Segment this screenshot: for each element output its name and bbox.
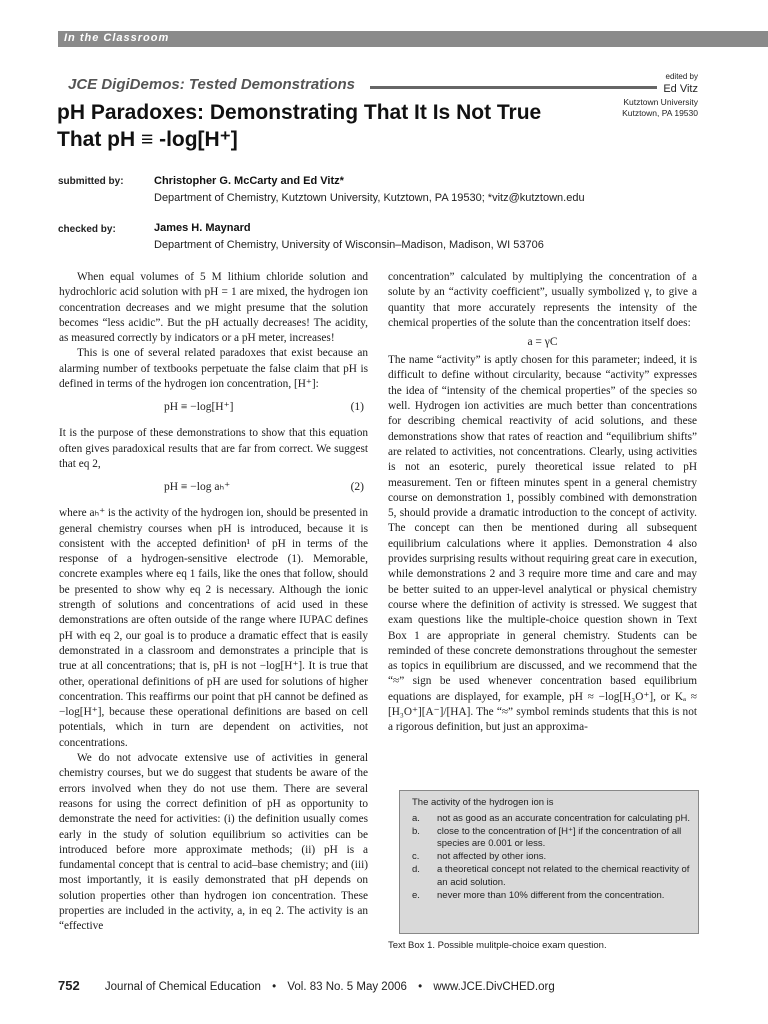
editor-affiliation-line1: Kutztown University (623, 97, 698, 107)
option-letter: c. (412, 851, 420, 863)
option-text: not affected by other ions. (437, 851, 547, 863)
option-letter: e. (412, 889, 420, 901)
editor-credit (663, 72, 698, 96)
answer-options (412, 813, 690, 903)
option-text: not as good as an accurate concentration for calculating pH. (437, 812, 690, 824)
submitted-dept: Department of Chemistry, Kutztown University, Kutztown, PA 19530; *vitz@kutztown.edu (154, 192, 585, 204)
exam-question: The activity of the hydrogen ion is (412, 797, 554, 808)
checked-dept: Department of Chemistry, University of Wisconsin–Madison, Madison, WI 53706 (154, 239, 544, 251)
section-label: In the Classroom (64, 32, 170, 44)
body-paragraph: It is the purpose of these demonstrations to show that this equation often gives paradoxical results that are far from correct. We suggest that eq 2, (59, 427, 368, 470)
right-column (388, 270, 697, 736)
left-column (59, 270, 368, 935)
answer-option (412, 864, 690, 890)
equation-1-expression: pH ≡ −log[H⁺] (164, 401, 234, 414)
checked-names: James H. Maynard (154, 222, 251, 234)
issue-info: Vol. 83 No. 5 May 2006 (287, 981, 407, 993)
checked-label: checked by: (58, 224, 116, 235)
page-footer (58, 978, 758, 993)
option-text: never more than 10% different from the concentration. (437, 889, 665, 901)
edited-by-label: edited by (665, 72, 698, 81)
series-title: JCE DigiDemos: Tested Demonstrations (68, 76, 355, 93)
body-paragraph: The name “activity” is aptly chosen for this parameter; indeed, it is difficult to define without circularity, because “activity” expresses the idea of “intensity of the chemical properties” of the species so well. Hydrogen ion activities are much better than concentrations for describing chemical reactivity of acid solutions, and these demonstrations show that rates of reaction and “equilibrium shifts” are related to activities, not concentrations. Clearly, using activities is not an esoteric, purely theoretical issue related to pH measurement. Ten or fifteen minutes spent in a general chemistry course on demonstration 1, possibly combined with demonstration 5, should provide a dramatic introduction to the concept of activity. The concept can then be mentioned during all subsequent equilibrium calculations where it applies. Demonstration 4 also provides surprising results without requiring great care in execution, while demonstrations 2 and 3 require more time and care and may be better suited to an upper-level analytical or physical chemistry course where the definition of activity is stressed. We suggest that exam questions like the multiple-choice question shown in Text Box 1 are appropriate in general chemistry. Students can be reminded of these concrete demonstrations throughout the semester as topics in equilibrium are discussed, and we recommend that the “≈” sign be used whenever concentration based equilibrium equations are displayed, for example, pH ≈ −log[H₃O⁺], or Kₐ ≈ [H₃O⁺][A⁻]/[HA]. The “≈” symbol reminds students that this is not a rigorous definition, but just an approxima- (388, 354, 698, 734)
body-paragraph: where aₕ⁺ is the activity of the hydrogen ion, should be presented in general chemistry courses when pH is introduced, because it is consistent with the accepted definition¹ of pH in terms of the response of a hydrogen-sensitive electrode (1). Memorable, concrete examples where eq 1 fails, like the ones that follow, should be presented to show why eq 2 is necessary. Although the ionic strength of solutions and concentrations of acid used in these demonstrations are often outside of the range where IUPAC defines pH with eq 2, our goal is to produce a dramatic effect that is easily demonstrated in a classroom and demonstrates a principle that is true at all concentrations; that is, pH is not −log[H⁺]. It is true that other, operational definitions of pH are used for solutions of higher concentration. This reaffirms our point that pH cannot be defined as −log[H⁺], because these operational definitions are based on cell potentials, which in turn are dependent on activities, not concentrations. (59, 507, 368, 749)
article-title-line2: That pH ≡ -log[H⁺] (57, 128, 238, 151)
editor-affiliation (622, 97, 698, 119)
journal-name: Journal of Chemical Education (104, 981, 261, 993)
equation-2 (59, 474, 368, 504)
body-paragraph: concentration” calculated by multiplying the concentration of a solute by an “activity coefficient”, usually symbolized γ, to give a quantity that more accurately represents the intensity of the chemical properties of the solute than the concentration itself does: (388, 271, 697, 329)
editor-affiliation-line2: Kutztown, PA 19530 (622, 108, 698, 118)
answer-option (412, 890, 690, 903)
series-rule (370, 86, 657, 89)
option-text: a theoretical concept not related to the chemical reactivity of an acid solution. (437, 863, 690, 888)
option-letter: d. (412, 863, 420, 875)
submitted-names: Christopher G. McCarty and Ed Vitz* (154, 175, 344, 187)
answer-option (412, 826, 690, 852)
equation-2-expression: pH ≡ −log aₕ⁺ (164, 481, 231, 494)
editor-name: Ed Vitz (663, 83, 698, 95)
page-number: 752 (58, 978, 80, 993)
answer-option (412, 813, 690, 826)
text-box-caption: Text Box 1. Possible mulitple-choice exam question. (388, 940, 607, 951)
answer-option (412, 851, 690, 864)
article-title (57, 99, 577, 153)
journal-url[interactable]: www.JCE.DivCHED.org (433, 981, 555, 993)
body-paragraph: We do not advocate extensive use of activities in general chemistry courses, but we do suggest that students be aware of the errors involved when they do not use them. There are several reasons for using the correct definition of pH as opportunity to demonstrate the need for activities: (i) the definition usually comes early in the study of solution equilibrium so activities can be introduced before more approximate methods; (ii) pH is a fundamental concept that is central to acid–base chemistry; and (iii) most importantly, it is easily demonstrated that pH depends on solution properties other than hydrogen ion concentration. These properties are included in the activity, a, in eq 2. The activity is an “effective (59, 752, 368, 933)
equation-2-number: (2) (350, 481, 364, 494)
bullet-separator: • (418, 981, 423, 993)
text-box-1 (399, 790, 699, 934)
article-title-line1: pH Paradoxes: Demonstrating That It Is Not True (57, 101, 542, 124)
bullet-separator: • (272, 981, 277, 993)
option-text: close to the concentration of [H⁺] if the concentration of all species are 0.001 or less. (437, 825, 682, 850)
equation-1 (59, 394, 368, 424)
equation-activity: a = γC (527, 336, 558, 349)
body-paragraph: When equal volumes of 5 M lithium chloride solution and hydrochloric acid solution with pH = 1 are mixed, the hydrogen ion concentration decreases and we might presume that the solution becomes “less acidic”. But the pH actually decreases! The acidity, as measured correctly by indicators or a pH meter, increases! (59, 271, 368, 345)
body-paragraph: This is one of several related paradoxes that exist because an alarming number of textbooks perpetuate the false claim that pH is defined in terms of the hydrogen ion concentration, [H⁺]: (59, 347, 368, 391)
submitted-label: submitted by: (58, 176, 124, 187)
equation-1-number: (1) (350, 401, 364, 414)
option-letter: a. (412, 812, 420, 824)
option-letter: b. (412, 825, 420, 837)
